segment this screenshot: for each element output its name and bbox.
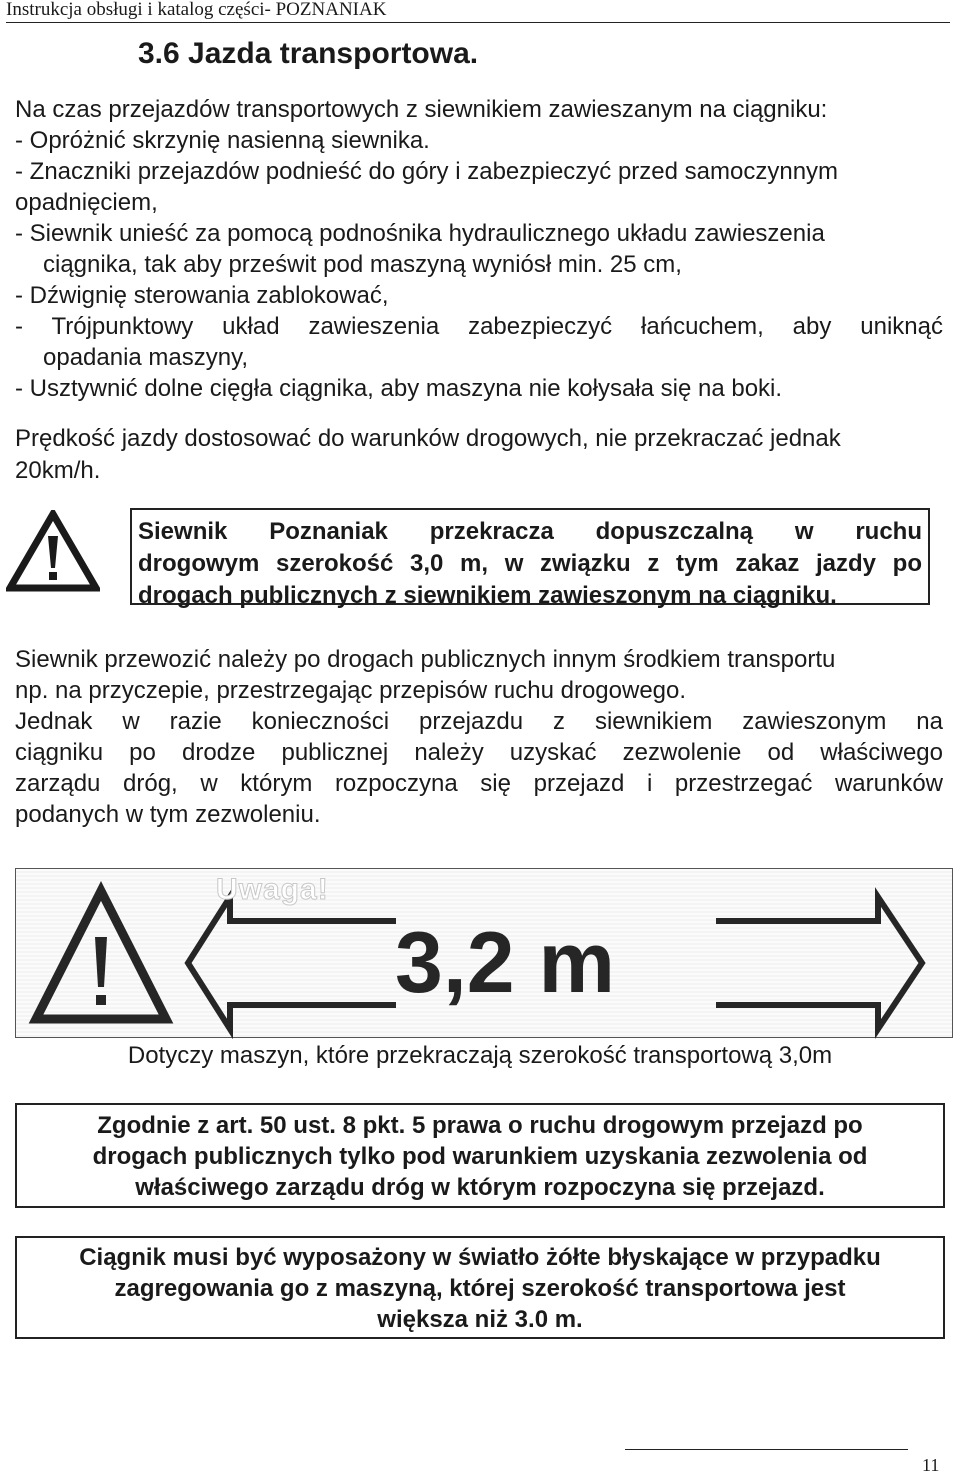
width-warning-sign <box>15 868 953 1038</box>
tractor-notice-box <box>15 1236 945 1339</box>
tractor-line: zagregowania go z maszyną, której szerokość transportowa jest <box>114 1275 846 1302</box>
intro-line: - Trójpunktowy układ zawieszenia zabezpieczyć łańcuchem, aby uniknąć <box>15 313 943 340</box>
transport-paragraph <box>15 644 943 830</box>
intro-line: - Znaczniki przejazdów podnieść do góry i zabezpieczyć przed samoczynnym <box>15 158 839 185</box>
intro-line: - Dźwignię sterowania zablokować, <box>15 282 389 309</box>
warning-line: drogowym szerokość 3,0 m, w związku z tym zakaz jazdy po <box>138 550 922 577</box>
legal-line: właściwego zarządu dróg w którym rozpoczyna się przejazd. <box>135 1174 825 1201</box>
intro-line: - Siewnik unieść za pomocą podnośnika hydraulicznego układu zawieszenia <box>15 220 825 247</box>
intro-line: Na czas przejazdów transportowych z siewnikiem zawieszanym na ciągniku: <box>15 96 828 123</box>
tractor-line: Ciągnik musi być wyposażony w światło żółte błyskające w przypadku <box>79 1244 881 1271</box>
intro-line: opadania maszyny, <box>43 344 249 371</box>
warning-triangle-icon <box>6 510 100 592</box>
transport-line: Siewnik przewozić należy po drogach publicznych innym środkiem transportu <box>15 646 836 673</box>
page-header: Instrukcja obsługi i katalog części- POZNANIAK <box>6 0 950 23</box>
transport-line: ciągniku po drodze publicznej należy uzyskać zezwolenie od właściwego <box>15 739 943 766</box>
intro-line: ciągnika, tak aby prześwit pod maszyną wyniósł min. 25 cm, <box>43 251 682 278</box>
warning-box <box>130 508 930 609</box>
sign-label: Uwaga! <box>216 873 329 906</box>
sign-caption: Dotyczy maszyn, które przekraczają szerokość transportową 3,0m <box>127 1042 833 1069</box>
sign-width-value: 3,2 m <box>395 915 615 1011</box>
intro-paragraph <box>15 94 943 404</box>
transport-line: podanych w tym zezwoleniu. <box>15 801 321 828</box>
page-number: 11 <box>922 1455 940 1475</box>
transport-line: Jednak w razie konieczności przejazdu z siewnikiem zawieszonym na <box>15 708 943 735</box>
warning-line: drogach publicznych z siewnikiem zawieszonym na ciągniku. <box>138 582 837 609</box>
legal-notice-box <box>15 1103 945 1208</box>
section-title: 3.6 Jazda transportowa. <box>138 37 479 70</box>
transport-line: np. na przyczepie, przestrzegając przepisów ruchu drogowego. <box>15 677 687 704</box>
speed-paragraph <box>15 423 943 487</box>
speed-line: Prędkość jazdy dostosować do warunków drogowych, nie przekraczać jednak <box>15 425 841 452</box>
intro-line: - Opróżnić skrzynię nasienną siewnika. <box>15 127 430 154</box>
speed-line: 20km/h. <box>15 457 101 484</box>
transport-line: zarządu dróg, w którym rozpoczyna się przejazd i przestrzegać warunków <box>15 770 943 797</box>
footer-rule <box>625 1449 908 1450</box>
intro-line: opadnięciem, <box>15 189 158 216</box>
tractor-line: większa niż 3.0 m. <box>377 1306 583 1333</box>
legal-line: drogach publicznych tylko pod warunkiem uzyskania zezwolenia od <box>92 1143 868 1170</box>
intro-line: - Usztywnić dolne cięgła ciągnika, aby maszyna nie kołysała się na boki. <box>15 375 783 402</box>
legal-line: Zgodnie z art. 50 ust. 8 pkt. 5 prawa o ruchu drogowym przejazd po <box>97 1112 863 1139</box>
warning-line: Siewnik Poznaniak przekracza dopuszczalną w ruchu <box>138 518 922 545</box>
